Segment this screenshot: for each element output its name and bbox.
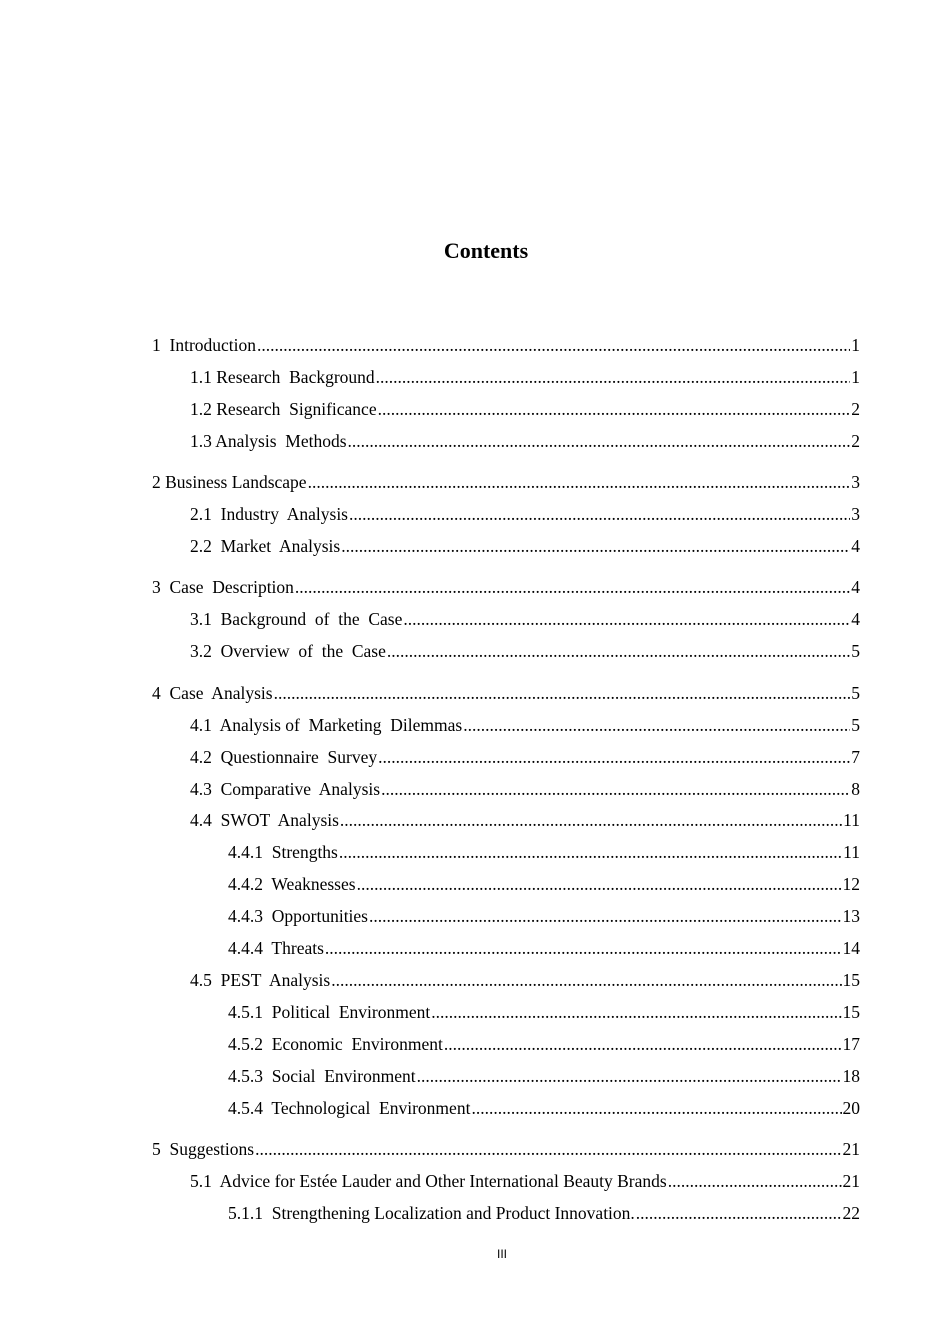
toc-entry-label: 4.5.1 Political Environment [228,1002,431,1022]
toc-entry[interactable] [0,747,860,771]
toc-entry[interactable] [0,472,860,496]
toc-leader-dots [471,1098,841,1119]
toc-entry[interactable] [0,810,860,834]
toc-entry[interactable] [0,1139,860,1163]
toc-entry-label: 4.2 Questionnaire Survey [190,747,378,767]
toc-entry-label: 1.3 Analysis Methods [190,431,347,451]
toc-leader-dots [417,1066,842,1087]
toc-entry-page: 5 [851,641,860,661]
toc-leader-dots [339,842,842,863]
toc-leader-dots [257,335,850,356]
toc-entry-page: 1 [851,335,860,355]
toc-entry-page: 20 [842,1098,860,1118]
toc-entry-label: 4.4.1 Strengths [228,842,338,862]
toc-entry-page: 22 [842,1203,860,1223]
toc-entry-label: 5.1.1 Strengthening Localization and Product Innovation. [228,1203,635,1223]
toc-entry[interactable] [0,874,860,898]
toc-entry[interactable] [0,970,860,994]
toc-leader-dots [357,874,842,895]
toc-entry-label: 4.4 SWOT Analysis [190,810,339,830]
toc-entry[interactable] [0,1203,860,1227]
toc-entry-page: 18 [842,1066,860,1086]
toc-entry[interactable] [0,536,860,560]
toc-entry[interactable] [0,367,860,391]
toc-leader-dots [387,641,850,662]
toc-entry[interactable] [0,1098,860,1122]
toc-entry-label: 3.1 Background of the Case [190,609,403,629]
toc-entry-page: 5 [851,683,860,703]
toc-leader-dots [463,715,850,736]
toc-leader-dots [340,810,842,831]
toc-leader-dots [668,1171,842,1192]
toc-entry-label: 3.2 Overview of the Case [190,641,386,661]
toc-entry[interactable] [0,906,860,930]
toc-leader-dots [349,504,850,525]
toc-entry-page: 11 [843,810,860,830]
page-title: Contents [443,238,529,263]
toc-leader-dots [636,1203,842,1224]
toc-entry-page: 4 [851,536,860,556]
toc-entry-label: 4.5 PEST Analysis [190,970,331,990]
toc-entry-page: 2 [851,431,860,451]
toc-entry[interactable] [0,609,860,633]
toc-entry[interactable] [0,335,860,359]
toc-entry-label: 4.5.2 Economic Environment [228,1034,443,1054]
toc-leader-dots [376,367,851,388]
toc-entry[interactable] [0,1171,860,1195]
toc-entry-label: 4.4.3 Opportunities [228,906,368,926]
toc-entry-label: 5 Suggestions [152,1139,255,1159]
toc-entry[interactable] [0,779,860,803]
toc-leader-dots [308,472,851,493]
toc-entry-label: 4.1 Analysis of Marketing Dilemmas [190,715,463,735]
toc-leader-dots [369,906,842,927]
toc-entry-page: 13 [842,906,860,926]
toc-entry-label: 4.4.4 Threats [228,938,324,958]
toc-entry-page: 7 [851,747,860,767]
toc-entry[interactable] [0,577,860,601]
toc-entry-page: 8 [851,779,860,799]
toc-leader-dots [295,577,850,598]
toc-entry-label: 1 Introduction [152,335,257,355]
toc-entry[interactable] [0,1034,860,1058]
toc-entry-label: 1.2 Research Significance [190,399,377,419]
toc-leader-dots [341,536,850,557]
toc-entry-label: 5.1 Advice for Estée Lauder and Other International Beauty Brands [190,1171,667,1191]
toc-entry-label: 4.4.2 Weaknesses [228,874,356,894]
toc-leader-dots [403,609,850,630]
toc-entry[interactable] [0,683,860,707]
toc-entry-label: 4.5.3 Social Environment [228,1066,416,1086]
toc-leader-dots [348,431,851,452]
toc-entry-page: 21 [842,1139,860,1159]
toc-entry-label: 3 Case Description [152,577,294,597]
toc-entry-page: 14 [842,938,860,958]
toc-entry-page: 2 [851,399,860,419]
toc-leader-dots [444,1034,842,1055]
toc-leader-dots [274,683,851,704]
toc-entry[interactable] [0,504,860,528]
toc-entry-label: 2.2 Market Analysis [190,536,341,556]
toc-entry-page: 15 [842,1002,860,1022]
toc-entry-page: 12 [842,874,860,894]
toc-entry[interactable] [0,715,860,739]
toc-leader-dots [331,970,841,991]
toc-leader-dots [378,747,850,768]
toc-entry-page: 21 [842,1171,860,1191]
toc-entry-page: 3 [851,504,860,524]
toc-entry-page: 4 [851,609,860,629]
toc-entry-label: 4.5.4 Technological Environment [228,1098,471,1118]
toc-leader-dots [255,1139,841,1160]
toc-leader-dots [378,399,851,420]
toc-entry-page: 5 [851,715,860,735]
toc-entry[interactable] [0,399,860,423]
toc-entry-page: 1 [851,367,860,387]
toc-entry-label: 4 Case Analysis [152,683,273,703]
toc-entry[interactable] [0,842,860,866]
toc-entry-label: 2 Business Landscape [152,472,307,492]
toc-entry-page: 3 [851,472,860,492]
toc-leader-dots [325,938,842,959]
toc-entry[interactable] [0,938,860,962]
toc-entry[interactable] [0,1066,860,1090]
toc-entry[interactable] [0,641,860,665]
toc-entry-page: 11 [843,842,860,862]
toc-entry[interactable] [0,431,860,455]
toc-leader-dots [381,779,850,800]
toc-entry-label: 1.1 Research Background [190,367,375,387]
page-number: III [496,1247,507,1261]
toc-entry-label: 4.3 Comparative Analysis [190,779,381,799]
toc-entry-page: 15 [842,970,860,990]
toc-entry-page: 4 [851,577,860,597]
toc-entry-page: 17 [842,1034,860,1054]
toc-leader-dots [431,1002,841,1023]
toc-entry-label: 2.1 Industry Analysis [190,504,348,524]
toc-entry[interactable] [0,1002,860,1026]
